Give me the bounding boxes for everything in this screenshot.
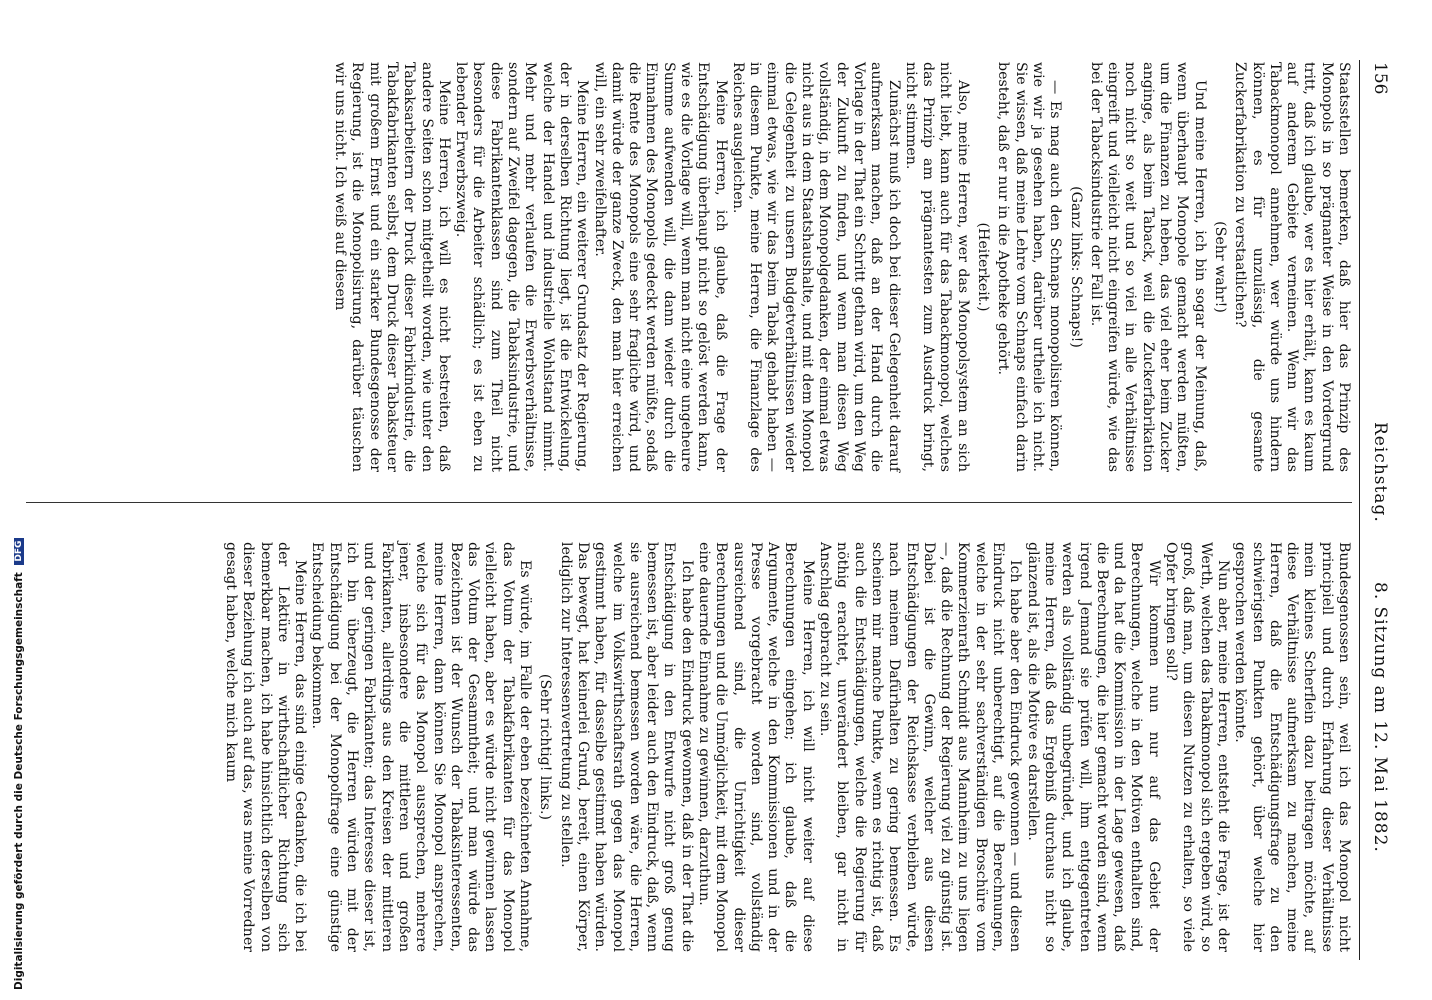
paragraph: Meine Herren, das sind einige Gedanken, die ich bei der Lektüre in wirthschaftlicher Richtung sich bemerkbar machen, ich habe hinsichtlich derselben von dieser Beziehung ich auch auf das, was meine Vorredner gesagt haben, welche mich kaum <box>223 542 309 952</box>
page-header <box>1362 62 1390 962</box>
digitization-sidebar <box>0 0 26 1000</box>
paragraph: — Es mag auch den Schnaps monopolisiren können, wie wir ja gesehen haben, darüber urtheile ich nicht. Sie wissen, daß meine Lehre vom Schnaps einfach darin besteht, daß er nur in die Apotheke gehört. <box>995 62 1064 472</box>
paragraph: Also, meine Herren, wer das Monopolsystem an sich nicht liebt, kann auch für das Tabackmonopol, welches das Prinzip am prägnantesten zum Ausdruck bringt, nicht stimmen. <box>902 62 971 472</box>
paragraph: Meine Herren, ich glaube, daß die Frage der Entschädigung überhaupt nicht so gelöst werden kann, wie es die Vorlage will, wenn man nicht eine ungeheure Summe aufwenden will, die dann wieder durch die Einnahmen des Monopols gedeckt werden müßte, sodaß die Rente des Monopols eine sehr fragliche wird, und damit würde der ganze Zweck, den man hier erreichen will, ein sehr zweifelhafter. <box>591 62 729 472</box>
interjection: (Sehr richtig! links.) <box>537 673 554 821</box>
paragraph: Zunächst muß ich doch bei dieser Gelegenheit darauf aufmerksam machen, daß an der Hand durch die Vorlage in der That ein Schritt gethan wird, um den Weg der Zukunft zu finden, und wenn man diesen Weg vollständig, in dem Monopolgedanken, der einmal etwas nicht aus in dem Staatshaushalte, und mit dem Monopol die Gelegenheit zu unsern Budgetverhältnissen wieder einmal etwas, wie wir das beim Tabak gehabt haben — in diesem Punkte, meine Herren, die Finanzlage des Reiches ausgleichen. <box>729 62 902 472</box>
paragraph: Meine Herren, ein weiterer Grundsatz der Regierung, der in derselben Richtung liegt, ist die Entwickelung, welche der Handel und industrielle Wohlstand nimmt. Mehr und mehr verlaufen die Erwerbsverhältnisse, sondern auf Zweifel dagegen, die Tabaksindustrie, und diese Fabrikantenklassen sind zum Theil nicht besonders für die Arbeiter schädlich; es ist eben zu lebender Erwerbszweig. <box>453 62 591 472</box>
right-column <box>222 542 1352 952</box>
interjection: (Heiterkeit.) <box>975 222 992 312</box>
interjection: (Ganz links: Schnaps!) <box>1067 186 1084 348</box>
paragraph: Bundesgenossen sein, weil ich das Monopol nicht principiell und durch Erfahrung dieser Verhältnisse mein kleines Scherflein dazu beitragen möchte, auf diese Verhältnisse aufmerksam zu machen, meine Herren, daß die Entschädigungsfrage zu den schwierigsten Punkten gehört, über welche hier gesprochen werden könnte. <box>1232 542 1352 952</box>
page-title: Reichstag. <box>1370 422 1390 523</box>
credit-text: Digitalisierung gefördert durch die Deutsche Forschungsgemeinschaft <box>13 572 25 990</box>
header-rule <box>1359 60 1360 960</box>
paragraph: Nun aber, meine Herren, entsteht die Frage, ist der Werth, welchen das Tabakmonopol sich ergeben wird, so groß, daß man, um diesen Nutzen zu erhalten, so viele Opfer bringen soll? <box>1163 542 1231 952</box>
page-number: 156 <box>1370 62 1390 95</box>
paragraph: Ich habe den Eindruck gewonnen, daß in der That die Entschädigung in den Entwurfe nicht groß genug bemessen ist, aber leider auch den Eindruck, daß, wenn sie ausreichend bemessen worden wäre, die Herren, welche im Volkswirthschaftsrath gegen das Monopol gestimmt haben, für dasselbe gestimmt haben würden. Das bewegt, hat keinerlei Grund, bereit, einen Körper, lediglich zur Interessenvertretung zu stellen. <box>557 542 695 952</box>
paragraph: Meine Herren, ich will es nicht bestreiten, daß andere Seiten schon mitgetheilt worden, wie unter den Tabaksarbeitern der Druck dieser Fabrikindustrie, die Tabakfabrikanten selbst, dem Druck dieser Tabaksteuer mit großem Ernst und ein starker Bundesgenosse der Regierung, ist die Monopolisirung, darüber täuschen wir uns nicht. Ich weiß auf diesem <box>332 62 452 472</box>
paragraph: Meine Herren, ich will nicht weiter auf diese Berechnungen eingehen; ich glaube, daß die Argumente, welche in den Kommissionen und in der Presse vorgebracht worden sind, vollständig ausreichend sind, die Unrichtigkeit dieser Berechnungen und die Unmöglichkeit, mit dem Monopol eine dauernde Einnahme zu gewinnen, darzuthun. <box>696 542 816 952</box>
paragraph: Ich habe aber den Eindruck gewonnen — und diesen Eindruck nicht unberechtigt, auf die Berechnungen, welche in der sehr sachverständigen Broschüre vom Kommerzienrath Schmidt aus Mannheim zu uns liegen —, daß die Rechnung der Regierung viel zu günstig ist. Dabei ist die Gewinn, welcher aus diesen Entschädigungen der Reichskasse verbleiben würde, nach meinem Dafürhalten zu gering bemessen. Es scheinen mir manche Punkte, wenn es richtig ist, daß auch die Entschädigungen, welche die Regierung für nöthig erachtet, unverändert bleiben, gar nicht in Anschlag gebracht zu sein. <box>817 542 1024 952</box>
paragraph: Es würde, im Falle der eben bezeichneten Annahme, das Votum der Tabakfabrikanten für das Monopol vielleicht haben, aber es würde nicht gewinnen lassen das Votum der Gesammtheit; und man würde das Bezeichnen ist der Wunsch der Tabaksinteressenten, meine Herren, dann können Sie Monopol ansprechen, welche sich für das Monopol aussprechen, mehrere jener, insbesondere die mittleren und großen Fabrikanten, allerdings aus den Kreisen der mittleren und der geringen Fabrikanten; das Interesse dieser ist, ich bin überzeugt, die Herren würden mit der Entschädigung bei der Monopolfrage eine günstige Entscheidung bekommen. <box>309 542 534 952</box>
dfg-logo: DFG <box>14 538 24 565</box>
interjection: (Sehr wahr!) <box>1211 221 1228 313</box>
column-divider <box>22 502 1352 503</box>
session-date: 8. Sitzung am 12. Mai 1882. <box>1370 582 1390 853</box>
paragraph: Staatsstellen bemerken, daß hier das Prinzip des Monopols in so prägnanter Weise in den Vordergrund tritt, daß ich glaube, wer es hier erhält, kann es kaum auf anderem Gebiete verneinen. Wenn wir das Tabackmonopol annehmen, wer würde uns hindern können, es für unzulässig, die gesamte Zuckerfabrikation zu verstaatlichen? <box>1232 62 1352 472</box>
paragraph: Und meine Herren, ich bin sogar der Meinung, daß, wenn überhaupt Monopole gemacht werden müßten, um die Finanzen zu heben, das viel eher beim Zucker anginge, als beim Taback, weil die Zuckerfabrikation noch nicht so weit und so viel in alle Verhältnisse eingreift und vielleicht nicht eingreifen würde, wie das bei der Tabacksindustrie der Fall ist. <box>1087 62 1208 472</box>
left-column <box>331 62 1352 472</box>
paragraph: Wir kommen nun nur auf das Gebiet der Berechnungen, welche in den Motiven enthalten sind, und da hat die Kommission in der Lage gewesen, daß die Berechnungen, die hier gemacht worden sind, wenn irgend Jemand sie prüfen will, ihm entgegentreten werden als vollständig unbegründet, und ich glaube, meine Herren, daß das Ergebniß durchaus nicht so glänzend ist, als die Motive es darstellen. <box>1024 542 1162 952</box>
digitization-credit <box>13 538 25 990</box>
